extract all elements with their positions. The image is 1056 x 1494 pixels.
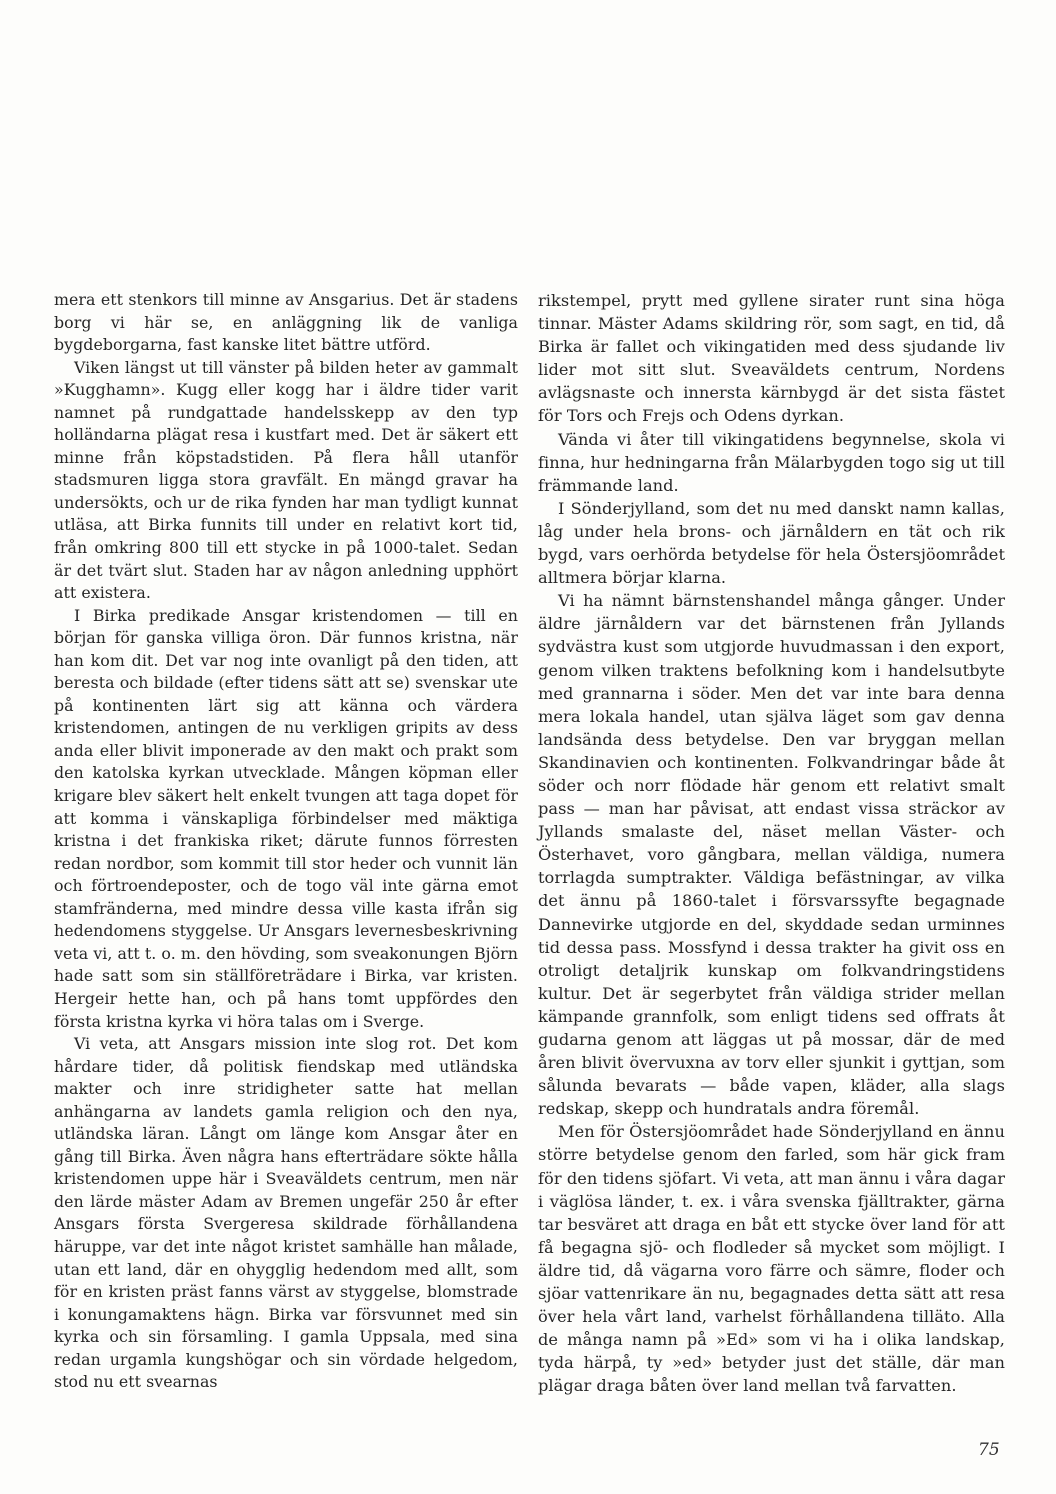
- right-paragraph-1: rikstempel, prytt med gyllene sirater runt sina höga tinnar. Mäster Adams skildring rör, som sagt, en tid, då Birka är fallet och vikingatiden med dess sjudande liv lider mot sitt slut. Sveaväldets centrum, Nordens avlägsnaste och innersta kärnbygd är det sista fästet för Tors och Frejs och Odens dyrkan.: [538, 291, 1005, 426]
- right-paragraph-5: Men för Östersjöområdet hade Sönderjylland en ännu större betydelse genom den farled, som här gick fram för den tidens sjöfart. Vi veta, att man ännu i våra dagar i väglösa länder, t. ex. i våra svenska fjälltrakter, gärna tar besväret att draga en båt ett stycke över land för att få begagna sjö- och flodleder så mycket som möjligt. I äldre tid, då vägarna voro färre och sämre, floder och sjöar vattenrikare än nu, begagnades detta sätt att resa över hela vårt land, varhelst förhållandena tilläto. Alla de många namn på »Ed» som vi ha i olika landskap, tyda härpå, ty »ed» betyder just det ställe, där man plägar draga båten över land mellan två farvatten.: [538, 1122, 1005, 1396]
- left-column: [54, 289, 518, 1394]
- right-paragraph-2: Vända vi åter till vikingatidens begynnelse, skola vi finna, hur hedningarna från Mälarbygden togo sig ut till främmande land.: [538, 429, 1005, 495]
- right-paragraph-3: I Sönderjylland, som det nu med danskt namn kallas, låg under hela brons- och järnåldern en tät och rik bygd, vars oerhörda betydelse för hela Östersjöområdet alltmera börjar klarna.: [538, 498, 1005, 588]
- right-paragraph-4: Vi ha nämnt bärnstenshandel många gånger. Under äldre järnåldern var det bärnstenen från Jyllands sydvästra kust som utgjorde huvudmassan i den export, genom vilken traktens befolkning kom i handelsutbyte med grannarna i söder. Men det var inte bara denna mera lokala handel, utan själva läget som gav denna landsända dess betydelse. Den var bryggan mellan Skandinavien och kontinenten. Folkvandringar både åt söder och norr flödade här genom ett relativt smalt pass — man har påvisat, att endast vissa sträckor av Jyllands smalaste del, näset mellan Väster- och Österhavet, voro gångbara, mellan väldiga, numera torrlagda sumptrakter. Väldiga befästningar, av vilka det ännu på 1860-talet i försvarssyfte begagnade Dannevirke utgjorde en del, skyddade sedan urminnes tid dessa pass. Mossfynd i dessa trakter ha givit oss en otroligt detaljrik kunskap om folkvandringstidens kultur. Det är segerbytet från väldiga strider mellan kämpande grannfolk, som enligt tidens sed offrats åt gudarna genom att läggas ut på mossar, där de med åren blivit övervuxna av torv eller sjunkit i gyttjan, som sålunda bevarats — både vapen, kläder, alla slags redskap, skepp och hundratals andra föremål.: [538, 591, 1005, 1119]
- left-paragraph-3: I Birka predikade Ansgar kristendomen — till en början för ganska villiga öron. Där funnos kristna, när han kom dit. Det var nog inte ovanligt på den tiden, att beresta och bildade (efter tidens sätt att se) svenskar ute på kontinenten lärt sig att känna och värdera kristendomen, antingen de nu verkligen gripits av dess anda eller blivit imponerade av den makt och prakt som den katolska kyrkan utvecklade. Mången köpman eller krigare blev säkert helt enkelt tvungen att taga dopet för att komma i vänskapliga förbindelser med mäktiga kristna i det frankiska riket; därute funnos förresten redan nordbor, som kommit till stor heder och vunnit län och förtroendeposter, och de togo väl inte gärna emot stamfränderna, med mindre dessa ville kasta ifrån sig hedendomens styggelse. Ur Ansgars levernesbeskrivning veta vi, att t. o. m. den hövding, som sveakonungen Björn hade satt som sin ställföreträdare i Birka, var kristen. Hergeir hette han, och på hans tomt uppfördes den första kristna kyrka vi höra talas om i Sverge.: [54, 605, 518, 1031]
- left-paragraph-1: mera ett stenkors till minne av Ansgarius. Det är stadens borg vi här se, en anläggning lik de vanliga bygdeborgarna, fast kanske litet bättre utförd.: [54, 290, 518, 355]
- left-paragraph-2: Viken längst ut till vänster på bilden heter av gammalt »Kugghamn». Kugg eller kogg har i äldre tider varit namnet på rundgattade handelsskepp av den typ holländarna plägat resa i kustfart med. Det är säkert ett minne från köpstadstiden. På flera håll utanför stadsmuren ligga stora gravfält. En mängd gravar ha undersökts, och ur de rika fynden har man tydligt kunnat utläsa, att Birka funnits till under en relativt kort tid, från omkring 800 till ett stycke in på 1000-talet. Sedan är det tvärt slut. Staden har av någon anledning upphört att existera.: [54, 357, 518, 603]
- right-column: [538, 289, 1005, 1398]
- page-number: 75: [978, 1440, 1000, 1460]
- left-paragraph-4: Vi veta, att Ansgars mission inte slog rot. Det kom hårdare tider, då politisk fiendskap med utländska makter och inre stridigheter satte hat mellan anhängarna av landets gamla religion och den nya, utländska läran. Långt om länge kom Ansgar åter en gång till Birka. Även några hans efterträdare sökte hålla kristendomen uppe här i Sveaväldets centrum, men när den lärde mäster Adam av Bremen ungefär 250 år efter Ansgars första Svergeresa skildrade förhållandena häruppe, var det inte något kristet samhälle han målade, utan ett land, där en ohygglig hedendom med allt, som för en kristen präst fanns värst av styggelse, blomstrade i konungamaktens hägn. Birka var försvunnet med sin kyrka och sin församling. I gamla Uppsala, med sina redan urgamla kungshögar och sin vördade helgedom, stod nu ett svearnas: [54, 1034, 518, 1392]
